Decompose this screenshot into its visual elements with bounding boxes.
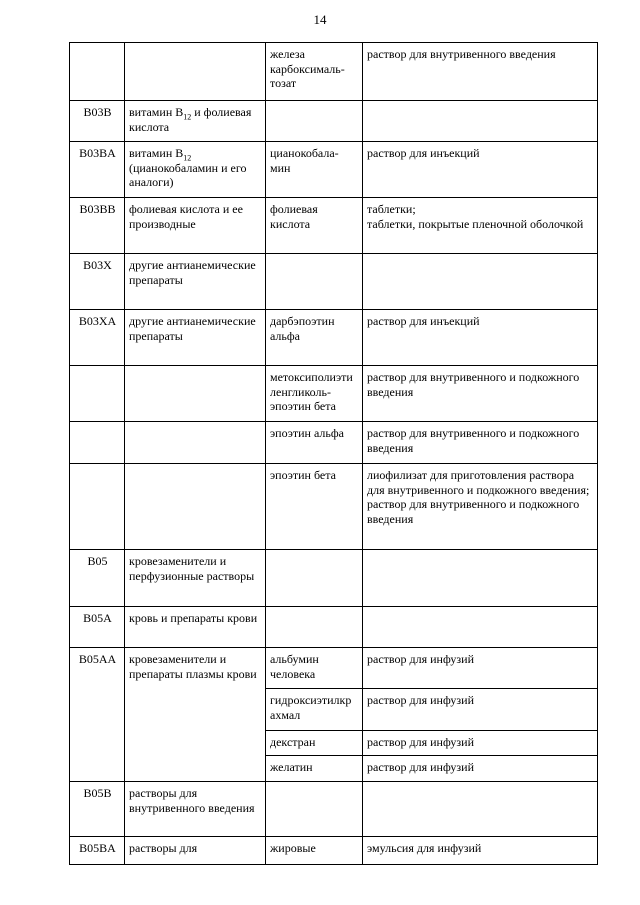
drug-name-cell: железа карбоксималь-тозат	[266, 43, 363, 101]
dosage-form-line: раствор для инфузий	[367, 735, 474, 749]
group-name-text: и фолиевая кислота	[129, 105, 252, 134]
dosage-form-cell	[363, 550, 598, 607]
table-row	[70, 254, 598, 310]
atc-code-cell: B03BA	[70, 142, 125, 198]
drug-name-cell: цианокобала-мин	[266, 142, 363, 198]
table-row	[70, 550, 598, 607]
dosage-form-line: раствор для инъекций	[367, 146, 480, 160]
dosage-form-line: таблетки;	[367, 202, 416, 216]
drug-name-cell: эпоэтин бета	[266, 464, 363, 550]
group-name-cell: другие антианемические препараты	[125, 254, 266, 310]
table-row	[70, 837, 598, 865]
table-row	[70, 366, 598, 422]
dosage-form-cell	[363, 782, 598, 837]
dosage-form-cell	[363, 731, 598, 756]
dosage-form-cell	[363, 422, 598, 464]
dosage-form-cell	[363, 101, 598, 142]
dosage-form-line: раствор для внутривенного и подкожного введения	[367, 497, 580, 526]
drug-name-cell	[266, 101, 363, 142]
drug-name-cell: метоксиполиэти ленгликоль-эпоэтин бета	[266, 366, 363, 422]
atc-code-cell	[70, 43, 125, 101]
drug-name-cell: декстран	[266, 731, 363, 756]
dosage-form-cell	[363, 310, 598, 366]
dosage-form-cell	[363, 464, 598, 550]
atc-code-cell: B03XA	[70, 310, 125, 366]
dosage-form-cell	[363, 43, 598, 101]
group-name-subscript: 12	[183, 112, 192, 122]
page-number: 14	[313, 12, 327, 27]
drug-name-cell: дарбэпоэтин альфа	[266, 310, 363, 366]
group-name-cell: другие антианемические препараты	[125, 310, 266, 366]
group-name-cell	[125, 101, 266, 142]
drug-name-cell: альбумин человека	[266, 648, 363, 689]
table-row	[70, 198, 598, 254]
dosage-form-line: эмульсия для инфузий	[367, 841, 482, 855]
group-name-cell	[125, 464, 266, 550]
group-name-cell: растворы для	[125, 837, 266, 865]
table-row	[70, 464, 598, 550]
dosage-form-line: лиофилизат для приготовления раствора для внутривенного и подкожного введения;	[367, 468, 590, 497]
drug-name-cell: желатин	[266, 756, 363, 782]
table-row	[70, 101, 598, 142]
table-row	[70, 43, 598, 101]
group-name-cell: фолиевая кислота и ее производные	[125, 198, 266, 254]
table-row	[70, 310, 598, 366]
table-row	[70, 422, 598, 464]
drug-name-cell: гидроксиэтилкр ахмал	[266, 689, 363, 731]
atc-code-cell: B05B	[70, 782, 125, 837]
dosage-form-line: раствор для инфузий	[367, 693, 474, 707]
dosage-form-line: раствор для инъекций	[367, 314, 480, 328]
atc-code-cell	[70, 422, 125, 464]
group-name-cell: кровезаменители и перфузионные растворы	[125, 550, 266, 607]
drug-name-cell	[266, 550, 363, 607]
dosage-form-line: раствор для внутривенного введения	[367, 47, 556, 61]
atc-code-cell: B05AA	[70, 648, 125, 782]
dosage-form-line: таблетки, покрытые пленочной оболочкой	[367, 216, 584, 231]
atc-code-cell: B03X	[70, 254, 125, 310]
group-name-text: витамин B	[129, 146, 184, 160]
dosage-form-line: раствор для внутривенного и подкожного введения	[367, 426, 580, 455]
table-row	[70, 648, 598, 689]
drug-name-cell: эпоэтин альфа	[266, 422, 363, 464]
group-name-cell	[125, 366, 266, 422]
dosage-form-cell	[363, 142, 598, 198]
dosage-form-cell	[363, 756, 598, 782]
group-name-cell	[125, 43, 266, 101]
atc-code-cell: B03BB	[70, 198, 125, 254]
atc-code-cell	[70, 366, 125, 422]
group-name-text: витамин B	[129, 105, 184, 119]
drug-name-cell: жировые	[266, 837, 363, 865]
drug-name-cell: фолиевая кислота	[266, 198, 363, 254]
group-name-cell: растворы для внутривенного введения	[125, 782, 266, 837]
drug-classification-table	[69, 42, 598, 865]
table-row	[70, 142, 598, 198]
drug-name-cell	[266, 782, 363, 837]
atc-code-cell: B05BA	[70, 837, 125, 865]
dosage-form-cell	[363, 607, 598, 648]
drug-name-cell	[266, 254, 363, 310]
drug-name-cell	[266, 607, 363, 648]
group-name-cell: кровь и препараты крови	[125, 607, 266, 648]
table-row	[70, 782, 598, 837]
dosage-form-cell	[363, 366, 598, 422]
dosage-form-line: раствор для инфузий	[367, 760, 474, 774]
atc-code-cell: B05A	[70, 607, 125, 648]
dosage-form-line: раствор для инфузий	[367, 652, 474, 666]
atc-code-cell: B05	[70, 550, 125, 607]
dosage-form-cell	[363, 689, 598, 731]
atc-code-cell	[70, 464, 125, 550]
dosage-form-cell	[363, 837, 598, 865]
dosage-form-line: раствор для внутривенного и подкожного введения	[367, 370, 580, 399]
group-name-cell: кровезаменители и препараты плазмы крови	[125, 648, 266, 782]
table-row	[70, 607, 598, 648]
group-name-cell	[125, 422, 266, 464]
dosage-form-cell	[363, 254, 598, 310]
group-name-subscript: 12	[183, 153, 192, 163]
group-name-cell	[125, 142, 266, 198]
atc-code-cell: B03B	[70, 101, 125, 142]
dosage-form-cell	[363, 198, 598, 254]
group-name-text: (цианокобаламин и его аналоги)	[129, 160, 247, 189]
dosage-form-cell	[363, 648, 598, 689]
